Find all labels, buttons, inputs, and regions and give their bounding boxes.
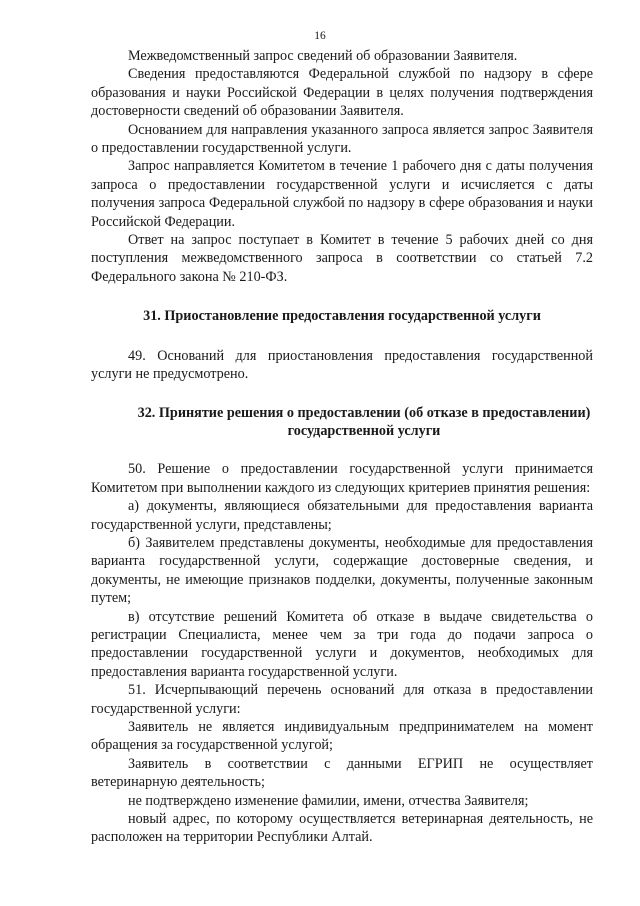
paragraph: 50. Решение о предоставлении государственной услуги принимается Комитетом при выполнении каждого из следующих критериев принятия решения: xyxy=(91,461,593,496)
paragraph: 49. Оснований для приостановления предоставления государственной услуги не предусмотрено. xyxy=(91,347,593,383)
paragraph: не подтверждено изменение фамилии, имени, отчества Заявителя; xyxy=(128,792,529,809)
paragraph: Основанием для направления указанного запроса является запрос Заявителя о предоставлении государственной услуги. xyxy=(91,121,593,157)
paragraph: Заявитель не является индивидуальным предпринимателем на момент обращения за государственной услугой; xyxy=(91,719,593,754)
section-31-heading: 31. Приостановление предоставления государственной услуги xyxy=(143,308,541,325)
paragraph: б) Заявителем представлены документы, необходимые для предоставления варианта государственной услуги, содержащие достоверные сведения, и документы, не имеющие признаков подделки, документы, полученные законным путем; xyxy=(91,534,593,607)
document-body xyxy=(91,47,593,847)
section-32-heading: 32. Принятие решения о предоставлении (об отказе в предоставлении) государственной услуги xyxy=(137,404,591,439)
page-number: 16 xyxy=(314,30,326,42)
paragraph: а) документы, являющиеся обязательными для предоставления варианта государственной услуги, представлены; xyxy=(91,498,593,533)
paragraph: Межведомственный запрос сведений об образовании Заявителя. xyxy=(128,48,518,64)
paragraph: Сведения предоставляются Федеральной службой по надзору в сфере образования и науки Российской Федерации в целях получения подтверждения достоверности сведений об образовании Заявителя. xyxy=(91,66,593,120)
paragraph: Ответ на запрос поступает в Комитет в течение 5 рабочих дней со дня поступления межведомственного запроса в соответствии со статьей 7.2 Федерального закона № 210-ФЗ. xyxy=(91,232,593,285)
paragraph: в) отсутствие решений Комитета об отказе в выдаче свидетельства о регистрации Специалиста, менее чем за три года до подачи запроса о предоставлении государственной услуги и документов, необходимых для предоставления варианта государственной услуги. xyxy=(91,608,593,680)
paragraph: новый адрес, по которому осуществляется ветеринарная деятельность, не расположен на территории Республики Алтай. xyxy=(91,811,593,846)
paragraph: Заявитель в соответствии с данными ЕГРИП не осуществляет ветеринарную деятельность; xyxy=(91,755,593,791)
paragraph: Запрос направляется Комитетом в течение 1 рабочего дня с даты получения запроса о предоставлении государственной услуги и исчисляется с даты получения запроса Федеральной службой по надзору в сфере образования и науки Российской Федерации. xyxy=(91,158,593,230)
paragraph: 51. Исчерпывающий перечень оснований для отказа в предоставлении государственной услуги: xyxy=(91,682,593,717)
